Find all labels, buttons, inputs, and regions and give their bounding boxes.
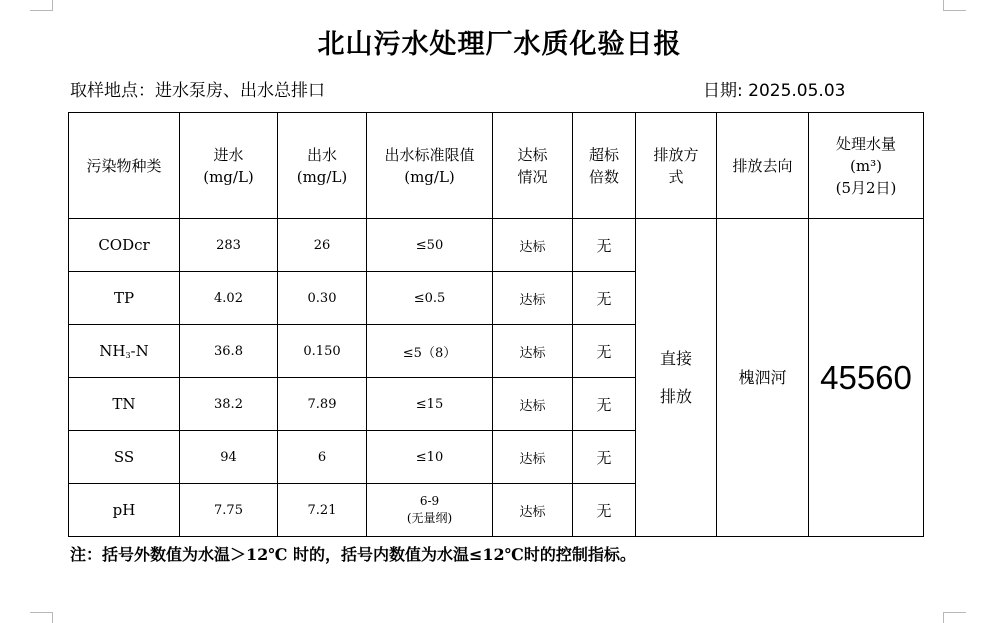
influent-value: 7.75 xyxy=(180,484,278,537)
standard-limit: ≤5（8） xyxy=(367,325,493,378)
effluent-value: 0.150 xyxy=(278,325,367,378)
effluent-value: 0.30 xyxy=(278,272,367,325)
exceed-multiple: 无 xyxy=(573,272,636,325)
exceed-multiple: 无 xyxy=(573,378,636,431)
influent-value: 36.8 xyxy=(180,325,278,378)
table-row xyxy=(69,219,924,272)
header-compliance: 达标 情况 xyxy=(493,113,573,219)
exceed-multiple: 无 xyxy=(573,431,636,484)
standard-limit: ≤50 xyxy=(367,219,493,272)
table-header-row xyxy=(69,113,924,219)
influent-value: 283 xyxy=(180,219,278,272)
report-title: 北山污水处理厂水质化验日报 xyxy=(317,29,682,60)
standard-limit: ≤10 xyxy=(367,431,493,484)
header-discharge-destination: 排放去向 xyxy=(717,113,809,219)
pollutant-name: CODcr xyxy=(69,219,180,272)
page-corner-mark-bottom-right xyxy=(943,612,966,623)
effluent-value: 7.21 xyxy=(278,484,367,537)
standard-limit: ≤0.5 xyxy=(367,272,493,325)
exceed-multiple: 无 xyxy=(573,484,636,537)
header-treated-flow: 处理水量 (m³) (5月2日) xyxy=(809,113,924,219)
discharge-destination: 槐泗河 xyxy=(717,219,809,537)
pollutant-name: $NH_3-N$ xyxy=(69,325,180,378)
page-corner-mark-top-right xyxy=(943,0,966,11)
page-corner-mark-top-left xyxy=(30,0,53,11)
standard-limit: ≤15 xyxy=(367,378,493,431)
influent-value: 4.02 xyxy=(180,272,278,325)
effluent-value: 7.89 xyxy=(278,378,367,431)
report-date: 日期: 2025.05.03 xyxy=(703,81,846,101)
effluent-value: 6 xyxy=(278,431,367,484)
treated-flow-value: 45560 xyxy=(809,219,924,537)
header-effluent: 出水 (mg/L) xyxy=(278,113,367,219)
header-exceed-multiple: 超标 倍数 xyxy=(573,113,636,219)
header-standard: 出水标准限值 (mg/L) xyxy=(367,113,493,219)
compliance-status: 达标 xyxy=(493,378,573,431)
compliance-status: 达标 xyxy=(493,484,573,537)
compliance-status: 达标 xyxy=(493,325,573,378)
influent-value: 94 xyxy=(180,431,278,484)
discharge-method: 直接 排放 xyxy=(636,219,717,537)
pollutant-name: TP xyxy=(69,272,180,325)
compliance-status: 达标 xyxy=(493,219,573,272)
compliance-status: 达标 xyxy=(493,431,573,484)
standard-limit: 6-9 (无量纲) xyxy=(367,484,493,537)
pollutant-name: TN xyxy=(69,378,180,431)
page-corner-mark-bottom-left xyxy=(30,612,53,623)
exceed-multiple: 无 xyxy=(573,325,636,378)
header-pollutant: 污染物种类 xyxy=(69,113,180,219)
sampling-location: 取样地点：进水泵房、出水总排口 xyxy=(70,81,325,101)
pollutant-name: SS xyxy=(69,431,180,484)
influent-value: 38.2 xyxy=(180,378,278,431)
pollutant-name: pH xyxy=(69,484,180,537)
header-influent: 进水 (mg/L) xyxy=(180,113,278,219)
effluent-value: 26 xyxy=(278,219,367,272)
footnote: 注：括号外数值为水温＞12℃ 时的，括号内数值为水温≤12℃时的控制指标。 xyxy=(70,545,636,564)
water-quality-table xyxy=(68,112,924,537)
header-discharge-method: 排放方 式 xyxy=(636,113,717,219)
exceed-multiple: 无 xyxy=(573,219,636,272)
compliance-status: 达标 xyxy=(493,272,573,325)
